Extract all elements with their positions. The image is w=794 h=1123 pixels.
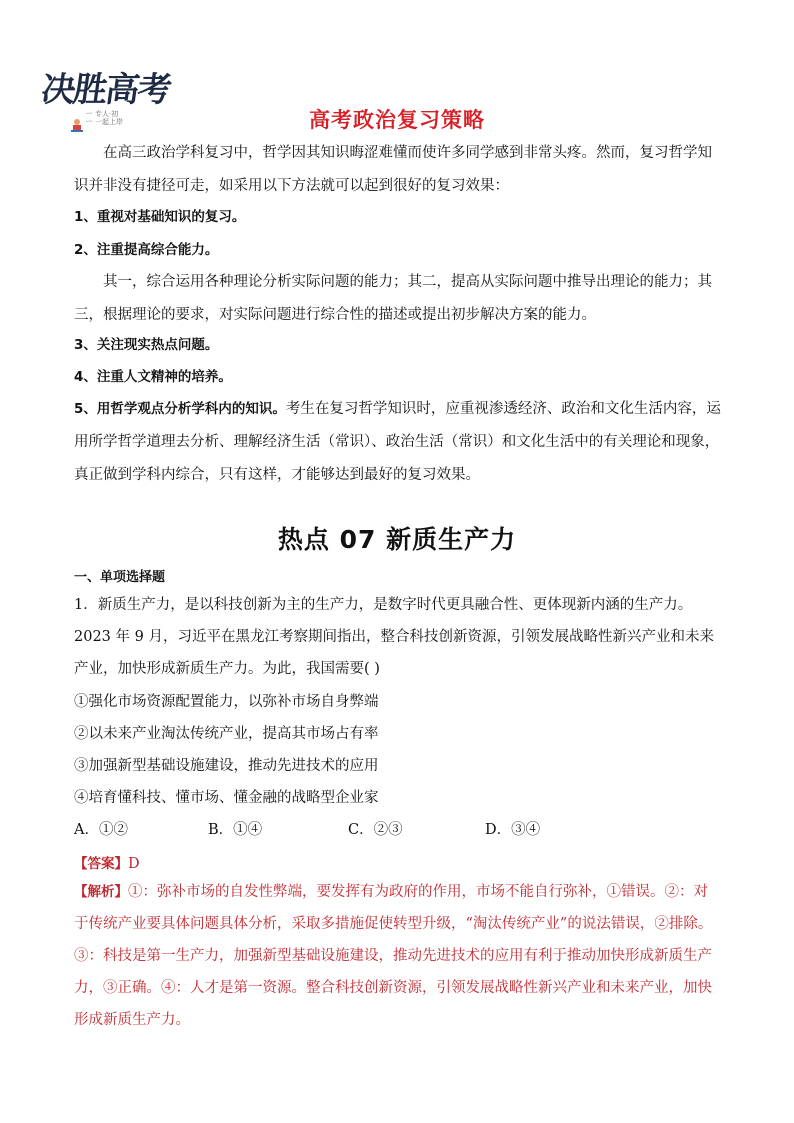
choice-a: A．①② — [74, 822, 128, 838]
explanation — [74, 876, 722, 1036]
option-4: ④培育懂科技、懂市场、懂金融的战略型企业家 — [74, 790, 379, 806]
point-5-text: 考生在复习哲学知识时，应重视渗透经济、政治和文化生活内容，运用所学哲学道理去分析、理解经济生活（常识）、政治生活（常识）和文化生活中的有关理论和现象，真正做到学科内综合，只有这样，才能够达到最好的复习效果。 — [74, 401, 721, 483]
document-title: 高考政治复习策略 — [309, 108, 485, 132]
section-title: 一、单项选择题 — [74, 570, 166, 585]
hot-topic-title: 热点 07 新质生产力 — [277, 525, 517, 554]
point-5 — [74, 393, 722, 492]
intro-paragraph: 在高三政治学科复习中，哲学因其知识晦涩难懂而使许多同学感到非常头疼。然而，复习哲学知识并非没有捷径可走，如采用以下方法就可以起到很好的复习效果： — [74, 145, 712, 194]
explanation-label: 【解析】 — [74, 884, 128, 900]
logo-subtitle: ㅡ 专人·初 ㅡ 一起上岸 — [86, 110, 123, 126]
point-4: 4、注重人文精神的培养。 — [74, 369, 232, 385]
answer-label: 【答案】 — [74, 856, 128, 872]
point-1: 1、重视对基础知识的复习。 — [74, 209, 246, 225]
logo-text: 决胜高考 — [38, 70, 173, 110]
choice-b: B．①④ — [208, 822, 263, 838]
option-2: ②以未来产业淘汰传统产业，提高其市场占有率 — [74, 726, 379, 742]
explanation-text: ①：弥补市场的自发性弊端，要发挥有为政府的作用，市场不能自行弥补，①错误。②：对于传统产业要具体问题具体分析，采取多措施促使转型升级，“淘汰传统产业”的说法错误，②排除。③：科技是第一生产力，加强新型基础设施建设，推动先进技术的应用有利于推动加快形成新质生产力，③正确。④：人才是第一资源。整合科技创新资源，引领发展战略性新兴产业和未来产业，加快形成新质生产力。 — [74, 884, 713, 1028]
point-2-detail: 其一，综合运用各种理论分析实际问题的能力；其二，提高从实际问题中推导出理论的能力；其三，根据理论的要求，对实际问题进行综合性的描述或提出初步解决方案的能力。 — [74, 274, 712, 323]
point-3: 3、关注现实热点问题。 — [74, 337, 219, 353]
choice-d: D．③④ — [485, 822, 541, 838]
option-1: ①强化市场资源配置能力，以弥补市场自身弊端 — [74, 694, 379, 710]
point-2: 2、注重提高综合能力。 — [74, 242, 219, 258]
answer — [74, 852, 140, 872]
point-5-heading: 5、用哲学观点分析学科内的知识。 — [74, 401, 286, 417]
option-3: ③加强新型基础设施建设，推动先进技术的应用 — [74, 758, 379, 774]
answer-value: D — [128, 856, 140, 872]
question-stem: 1．新质生产力，是以科技创新为主的生产力，是数字时代更具融合性、更体现新内涵的生产力。2023 年 9 月，习近平在黑龙江考察期间指出，整合科技创新资源，引领发展战略性新兴产业和未来产业，加快形成新质生产力。为此，我国需要( ) — [74, 597, 714, 677]
choice-c: C．②③ — [348, 822, 403, 838]
